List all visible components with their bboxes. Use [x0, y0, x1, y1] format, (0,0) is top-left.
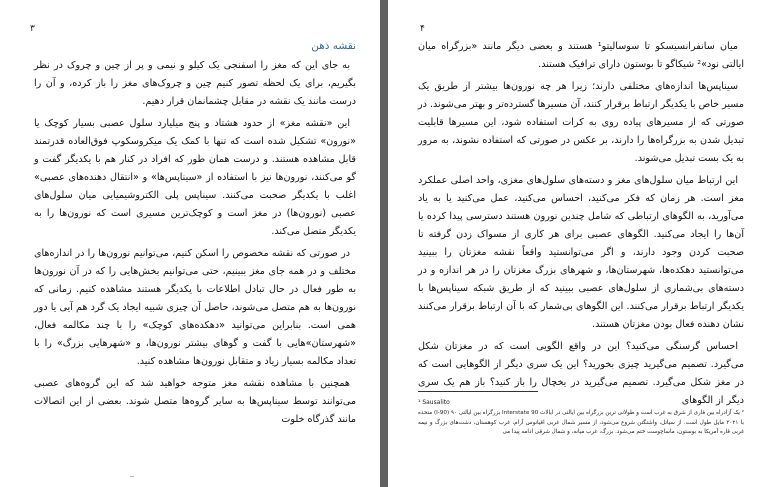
paragraph: به جای این که مغز را اسفنجی یک کیلو و نیمی و پر از چین و چروک در نظر بگیریم، برای یک لحظه تصور کنیم چین و چروک‌های مغز را باز کرده، و آن را درست مانند یک نقشه در مقابل چشمانمان قرار دهیم. [34, 60, 356, 107]
paragraph: همچنین با مشاهده نقشه مغز متوجه خواهید شد که این گروه‌های عصبی می‌توانند توسط سیناپس‌ها به سایر گروه‌ها متصل شوند. بعضی از این اتصالات مانند گذرگاه خلوت [34, 378, 356, 425]
footnotes [418, 391, 744, 438]
paragraph: این ارتباط میان سلول‌های مغز و دسته‌های سلول‌های مغزی، واحد اصلی عملکرد مغز است. هر زمان که فکر می‌کنید، احساس می‌کنید، عمل می‌کنید یا به یاد می‌آورید، به الگوهای ارتباطی که شامل چندین نورون هستند دسترسی پیدا کرده یا آن‌ها را ایجاد می‌کنید. الگوهای عصبی برای هر کاری از مسواک زدن گرفته تا صحبت کردن وجود دارند، و اگر می‌توانستید واقعاً نقشه مغزتان را ببینید می‌توانستید دهکده‌ها، شهرستان‌ها، و شهرهای بزرگ مغزتان را در هر اندازه و در دسته‌های بی‌شماری از سلول‌های عصبی ببینید که از طریق شبکه سیناپس‌ها با یکدیگر ارتباط برقرار می‌کنند. این الگوهای بی‌شمار که با آن ارتباط برقرار می‌کنند نشان دهنده فعال بودن مغزتان هستند. [418, 175, 744, 330]
paragraph: میان سانفرانسیسکو تا سوسالیتو¹ هستند و بعضی دیگر مانند «بزرگراه میان ایالتی نود»² شیکاگو تا بوستون دارای ترافیک هستند. [418, 41, 744, 70]
footnote: ² یک آزادراه بین فاری از شرق به غرب است و طولانی ترین بزرگراه بین ایالتی در ایالات Interstate 90 بزرگراه بین ایالتی ۹۰ (I-90) متحده با ۳۰۲۱ مایل طول است. از سیاتل، واشنگتن شروع می‌شود، از مسیر شمال غربی اقیانوس آرام، غرب کوهستان، دشت‌های بزرگ و نیمه غربی قاره آمریکا به بوستون، ماساچوست ختم می‌شود. بزرگ، غرب میانه، و شمال شرقی ادامه پیدا می [418, 410, 744, 435]
page-end-mark [130, 476, 134, 477]
section-heading: نقشه ذهن [311, 40, 356, 52]
page-number: ۴ [420, 24, 425, 34]
page-body [34, 38, 356, 433]
paragraph: سیناپس‌ها اندازه‌های مختلفی دارند؛ زیرا هر چه نورون‌ها بیشتر از طریق یک مسیر خاص با یکدیگر ارتباط برقرار کنند، آن مسیرها گسترده‌تر و بهتر می‌شوند. در صورتی که از مسیرهای پیاده روی به کرات استفاده شود، این مسیرها قابلیت تبدیل شدن به بزرگراه‌ها را دارند، بر عکس در صورتی که استفاده نشوند، به مرور به یک بست تبدیل می‌شوند. [418, 81, 744, 164]
page-number: ۳ [30, 24, 35, 34]
paragraph: این «نقشه مغز» از حدود هشتاد و پنج میلیارد سلول عصبی بسیار کوچک یا «نورون» تشکیل شده است که تنها با کمک یک میکروسکوپ فوق‌العاده قدرتمند قابل مشاهده هستند. و درست همان طور که افراد در کنار هم با یکدیگر گفت و گو می‌کنند، نورون‌ها نیز با استفاده از «سیناپس‌ها» و «انتقال دهنده‌های عصبی» اغلب با یکدیگر صحبت می‌کنند. سیناپس پلی الکتروشیمیایی میان سلول‌های عصبی (نورون‌ها) در مغز است و کوچک‌ترین مسیری است که نورون‌ها را به یکدیگر متصل می‌کند. [34, 118, 356, 237]
footnote: ¹ Sausalito [418, 399, 450, 406]
page-body [418, 38, 744, 414]
paragraph: در صورتی که نقشه مخصوص را اسکن کنیم، می‌توانیم نورون‌ها را در اندازه‌های مختلف و در همه جای مغز ببینیم، حتی می‌توانیم بخش‌هایی را که در آن نورون‌ها به طور فعال در حال تبادل اطلاعات با یکدیگر هستند مشاهده کنیم. زمانی که نورون‌ها به هم متصل می‌شوند، حاصل آن چیزی شبیه ایجاد یک گرد هم آیی یا دور همی است. بنابراین می‌توانید «دهکده‌های کوچک» را با چند مکالمه فعال، «شهرستان»هایی با گفت و گوهای بیشتر نورون‌ها، و «شهرهایی بزرگ» را با تعداد مکالمه بسیار زیاد و متقابل نورون‌ها مشاهده کنید. [34, 248, 356, 367]
left-page [0, 0, 380, 487]
right-page [388, 0, 768, 487]
paragraph: احساس گرسنگی می‌کنید؟ این در واقع الگویی است که در مغزتان شکل می‌گیرد. تصمیم می‌گیرید چیزی بخورید؟ این یک سری دیگر از الگوهایی است که در مغز شکل می‌گیرد. تصمیم می‌گیرید در یخچال را باز کنید؟ باز هم یک سری دیگر از الگوهای [418, 341, 744, 406]
footnote-divider [418, 391, 538, 392]
